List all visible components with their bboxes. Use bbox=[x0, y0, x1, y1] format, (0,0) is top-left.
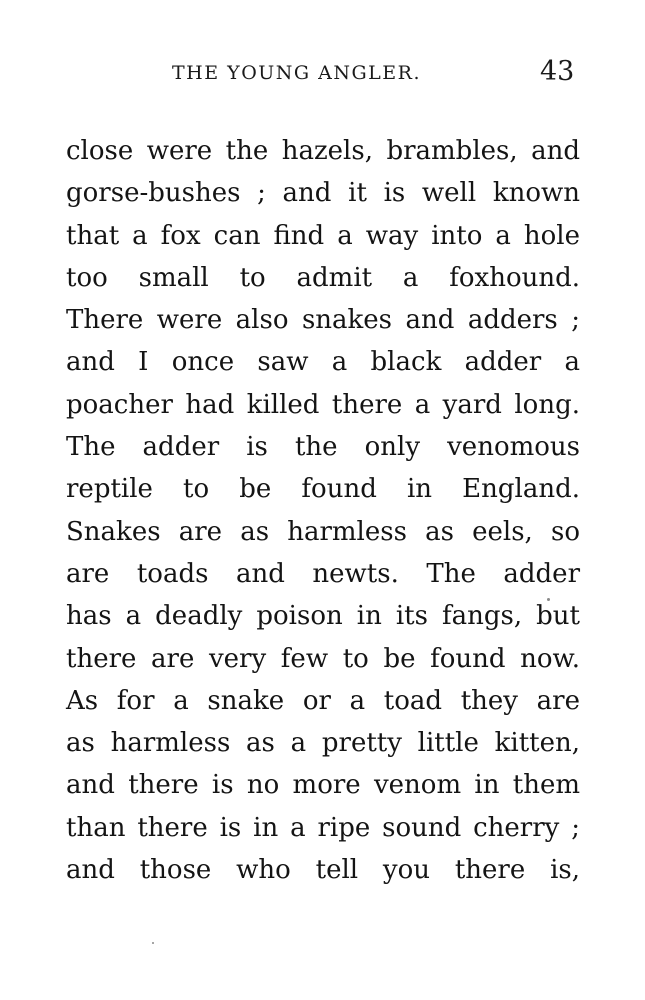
print-speck bbox=[152, 942, 154, 944]
text-line: poacher had killed there a yard long. bbox=[66, 389, 580, 420]
text-line: and there is no more venom in them bbox=[66, 770, 580, 801]
text-line: The adder is the only venomous bbox=[66, 432, 580, 463]
text-line: Snakes are as harmless as eels, so bbox=[66, 516, 580, 547]
text-line: reptile to be found in England. bbox=[66, 474, 580, 505]
text-line: as harmless as a pretty little kitten, bbox=[66, 728, 580, 759]
text-line: gorse-bushes ; and it is well known bbox=[66, 178, 580, 209]
text-line: too small to admit a foxhound. bbox=[66, 262, 580, 293]
text-line: there are very few to be found now. bbox=[66, 643, 580, 674]
text-line: are toads and newts. The adder bbox=[66, 558, 580, 589]
text-line: There were also snakes and adders ; bbox=[66, 305, 580, 336]
text-line: that a fox can find a way into a hole bbox=[66, 220, 580, 251]
text-line: and those who tell you there is, bbox=[66, 855, 580, 886]
page-number: 43 bbox=[540, 56, 575, 87]
running-title: THE YOUNG ANGLER. bbox=[172, 62, 421, 84]
text-line: As for a snake or a toad they are bbox=[66, 685, 580, 716]
text-line: than there is in a ripe sound cherry ; bbox=[66, 812, 580, 843]
text-line: has a deadly poison in its fangs, but bbox=[66, 601, 580, 632]
body-paragraph bbox=[66, 130, 580, 891]
text-line: and I once saw a black adder a bbox=[66, 347, 580, 378]
text-line: close were the hazels, brambles, and bbox=[66, 136, 580, 166]
print-speck bbox=[547, 598, 550, 601]
